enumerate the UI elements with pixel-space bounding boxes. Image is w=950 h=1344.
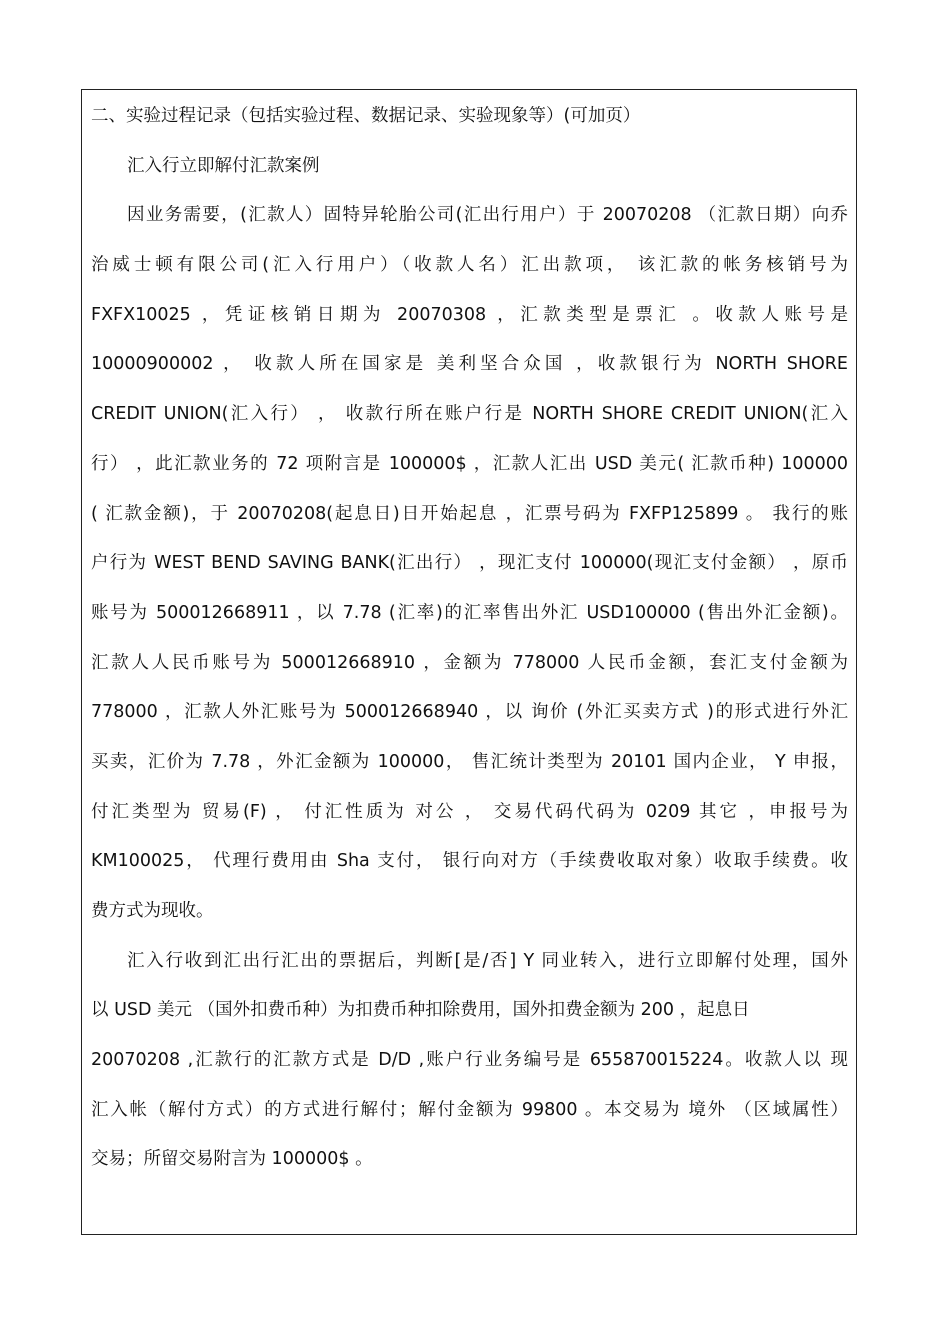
paragraph-line: 买卖，汇价为 7.78 ，外汇金额为 100000， 售汇统计类型为 20101 国内企业， Y 申报，	[91, 751, 848, 772]
record-content	[91, 92, 848, 1185]
paragraph-line: 因业务需要，(汇款人）固特异轮胎公司(汇出行用户）于 20070208 （汇款日期）向乔	[127, 205, 848, 226]
paragraph-line: 行） ，此汇款业务的 72 项附言是 100000$ ，汇款人汇出 USD 美元( 汇款币种) 100000	[91, 453, 848, 474]
paragraph-line: 20070208 ,汇款行的汇款方式是 D/D ,账户行业务编号是 655870015224。收款人以 现	[91, 1050, 848, 1071]
paragraph-line: ( 汇款金额)，于 20070208(起息日)日开始起息 ，汇票号码为 FXFP125899 。 我行的账	[91, 503, 848, 524]
paragraph-line: 户行为 WEST BEND SAVING BANK(汇出行） ，现汇支付 100000(现汇支付金额） ，原币	[91, 553, 848, 574]
paragraph-line: 10000900002 ， 收款人所在国家是 美利坚合众国 ，收款银行为 NORTH SHORE	[91, 354, 848, 375]
case-title: 汇入行立即解付汇款案例	[127, 155, 320, 176]
section-heading: 二、实验过程记录（包括实验过程、数据记录、实验现象等）(可加页）	[91, 106, 641, 126]
paragraph-line: CREDIT UNION(汇入行） ， 收款行所在账户行是 NORTH SHORE CREDIT UNION(汇入	[91, 404, 848, 425]
paragraph-line: 以 USD 美元 （国外扣费币种）为扣费币种扣除费用，国外扣费金额为 200 ，起息日	[91, 1000, 750, 1021]
paragraph-line: 778000 ，汇款人外汇账号为 500012668940 ，以 询价 (外汇买卖方式 )的形式进行外汇	[91, 702, 848, 723]
paragraph-line: 汇入帐（解付方式）的方式进行解付；解付金额为 99800 。本交易为 境外 （区域属性）	[91, 1099, 848, 1120]
paragraph-line: 汇入行收到汇出行汇出的票据后，判断[是/否] Y 同业转入，进行立即解付处理，国外	[127, 950, 848, 971]
paragraph-line: 交易；所留交易附言为 100000$ 。	[91, 1149, 373, 1170]
experiment-record-box	[81, 89, 857, 1235]
paragraph-line: 费方式为现收。	[91, 901, 214, 921]
paragraph-line: FXFX10025 ，凭证核销日期为 20070308 ，汇款类型是票汇 。收款人账号是	[91, 304, 848, 325]
paragraph-line: 付汇类型为 贸易(F) ， 付汇性质为 对公 ， 交易代码代码为 0209 其它 ，申报号为	[91, 801, 848, 822]
paragraph-line: KM100025， 代理行费用由 Sha 支付， 银行向对方（手续费收取对象）收取手续费。收	[91, 851, 848, 872]
paragraph-line: 账号为 500012668911 ，以 7.78 (汇率)的汇率售出外汇 USD100000 (售出外汇金额)。	[91, 602, 848, 623]
paragraph-line: 汇款人人民币账号为 500012668910 ，金额为 778000 人民币金额，套汇支付金额为	[91, 652, 848, 673]
paragraph-line: 治威士顿有限公司(汇入行用户）（收款人名）汇出款项， 该汇款的帐务核销号为	[91, 255, 848, 276]
